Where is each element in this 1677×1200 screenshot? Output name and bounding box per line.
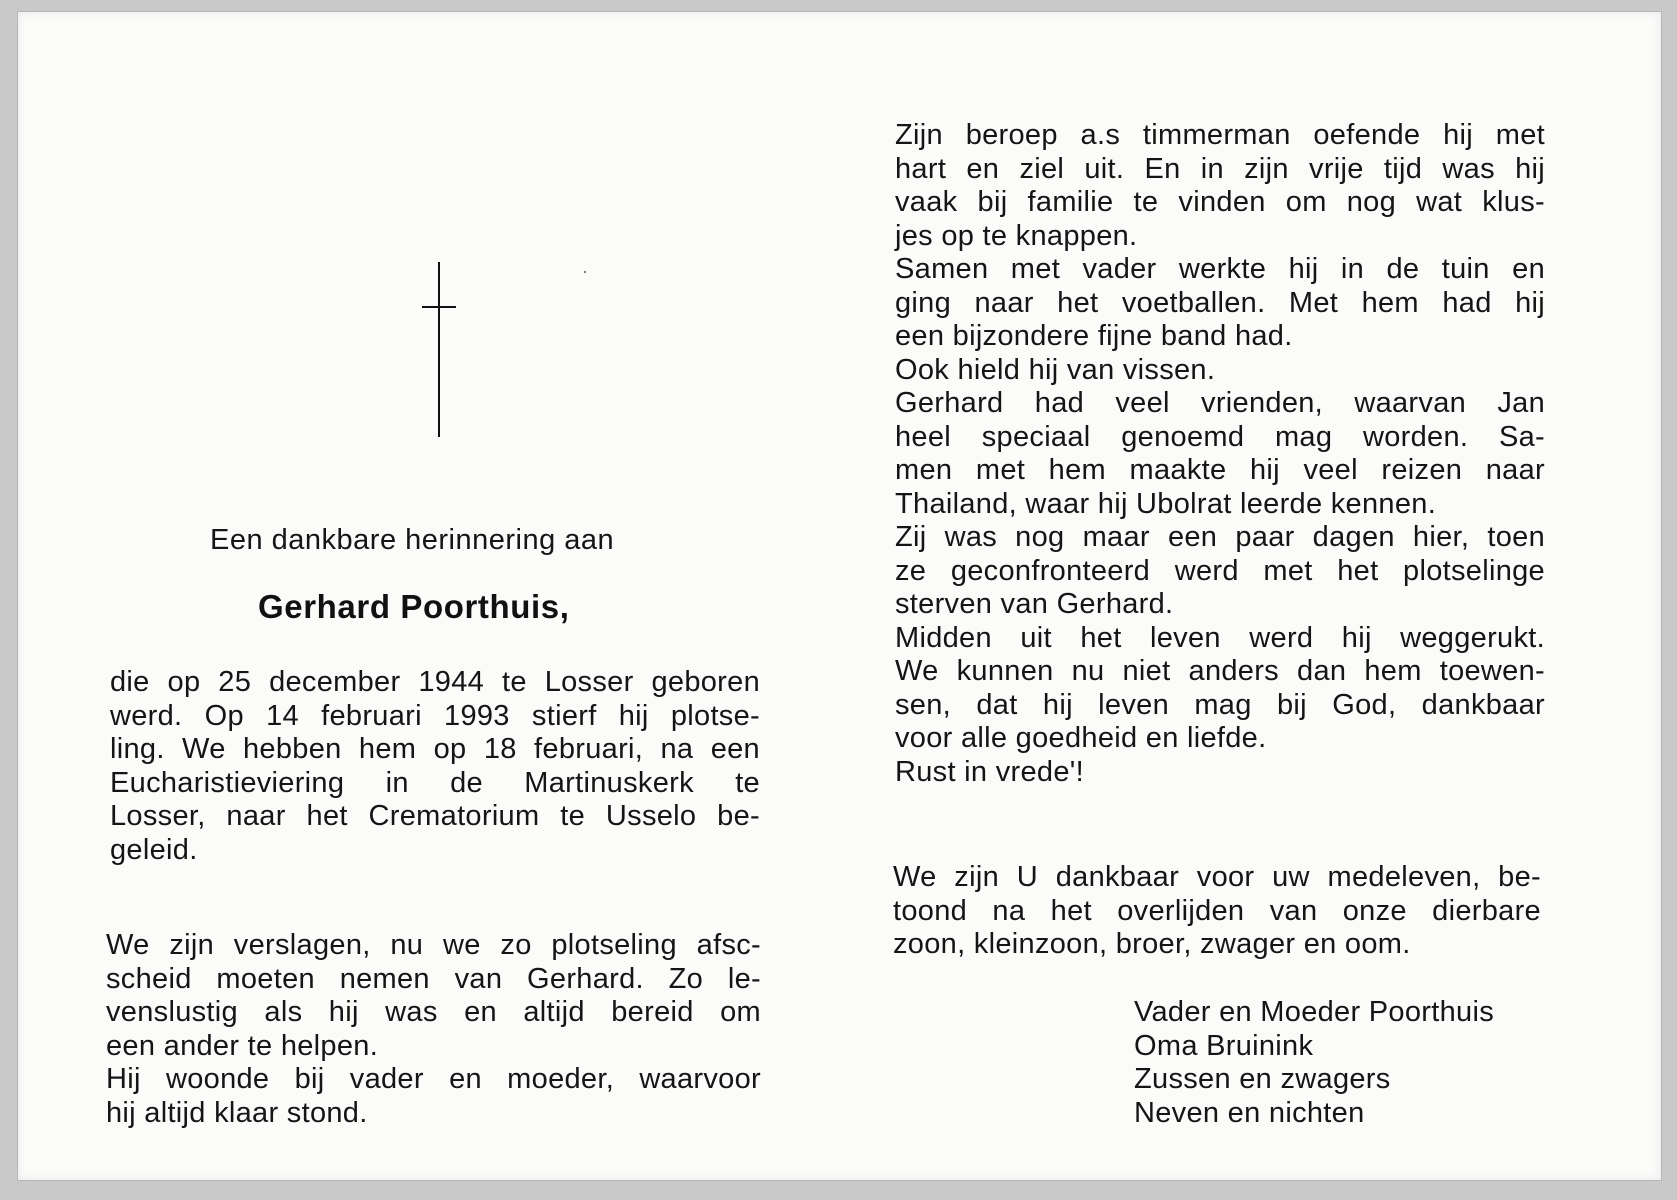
text-line: Thailand, waar hij Ubolrat leerde kennen. [895, 487, 1437, 520]
text-line: venslustig als hij was en altijd bereid om [106, 996, 761, 1028]
text-line: sterven van Gerhard. [895, 588, 1174, 620]
text-line: sen, dat hij leven mag bij God, dankbaar [895, 688, 1545, 721]
text-line: We kunnen nu niet anders dan hem toewen- [895, 655, 1545, 687]
text-line: Zij was nog maar een paar dagen hier, toen [895, 521, 1545, 553]
text-line: jes op te knappen. [895, 219, 1138, 252]
text-line: ze geconfronteerd werd met het plotselinge [895, 554, 1545, 587]
signature-line: Vader en Moeder Poorthuis [1134, 996, 1495, 1028]
text-line: een bijzondere fijne band had. [895, 320, 1293, 352]
text-line: werd. Op 14 februari 1993 stierf hij plotse- [110, 699, 760, 732]
cross-vertical-bar [438, 262, 440, 437]
text-line: We zijn verslagen, nu we zo plotseling afsc- [106, 929, 761, 961]
cross-icon [408, 262, 468, 442]
text-line: men met hem maakte hij veel reizen naar [895, 454, 1545, 486]
text-line: hart en ziel uit. En in zijn vrije tijd was hij [895, 152, 1545, 185]
text-line: zoon, kleinzoon, broer, zwager en oom. [893, 928, 1411, 960]
text-line: voor alle goedheid en liefde. [895, 722, 1267, 754]
text-line: die op 25 december 1944 te Losser geboren [110, 666, 760, 698]
text-line: geleid. [110, 833, 198, 866]
text-line: We zijn U dankbaar voor uw medeleven, be- [893, 861, 1541, 893]
text-line: Samen met vader werkte hij in de tuin en [895, 253, 1545, 285]
text-line: Gerhard had veel vrienden, waarvan Jan [895, 387, 1545, 419]
text-line: ging naar het voetballen. Met hem had hij [895, 286, 1545, 319]
text-line: Losser, naar het Crematorium te Usselo be- [110, 800, 760, 832]
text-line: toond na het overlijden van onze dierbare [893, 894, 1541, 927]
cross-horizontal-bar [422, 306, 456, 308]
text-line: heel speciaal genoemd mag worden. Sa- [895, 420, 1545, 453]
deceased-name: Gerhard Poorthuis, [258, 588, 570, 625]
family-signatures [1134, 996, 1494, 1130]
signature-line: Oma Bruinink [1134, 1029, 1314, 1062]
remembrance-paragraph [106, 929, 761, 1130]
biography-paragraph [110, 666, 760, 867]
print-speck [584, 271, 586, 273]
text-line: Zijn beroep a.s timmerman oefende hij met [895, 119, 1545, 151]
text-line: vaak bij familie te vinden om nog wat klus- [895, 186, 1545, 218]
text-line: een ander te helpen. [106, 1029, 379, 1062]
signature-line: Zussen en zwagers [1134, 1063, 1391, 1095]
text-line: Rust in vrede'! [895, 755, 1084, 788]
signature-line: Neven en nichten [1134, 1096, 1365, 1129]
text-line: Midden uit het leven werd hij weggerukt. [895, 621, 1545, 654]
text-line: Ook hield hij van vissen. [895, 353, 1216, 386]
text-line: ling. We hebben hem op 18 februari, na een [110, 733, 760, 765]
text-line: Eucharistieviering in de Martinuskerk te [110, 766, 760, 799]
text-line: scheid moeten nemen van Gerhard. Zo le- [106, 962, 761, 995]
intro-text: Een dankbare herinnering aan [210, 524, 615, 556]
thanks-paragraph [893, 861, 1541, 962]
life-story-paragraph [895, 119, 1545, 789]
text-line: hij altijd klaar stond. [106, 1096, 368, 1129]
text-line: Hij woonde bij vader en moeder, waarvoor [106, 1063, 761, 1095]
memorial-card [18, 12, 1661, 1180]
